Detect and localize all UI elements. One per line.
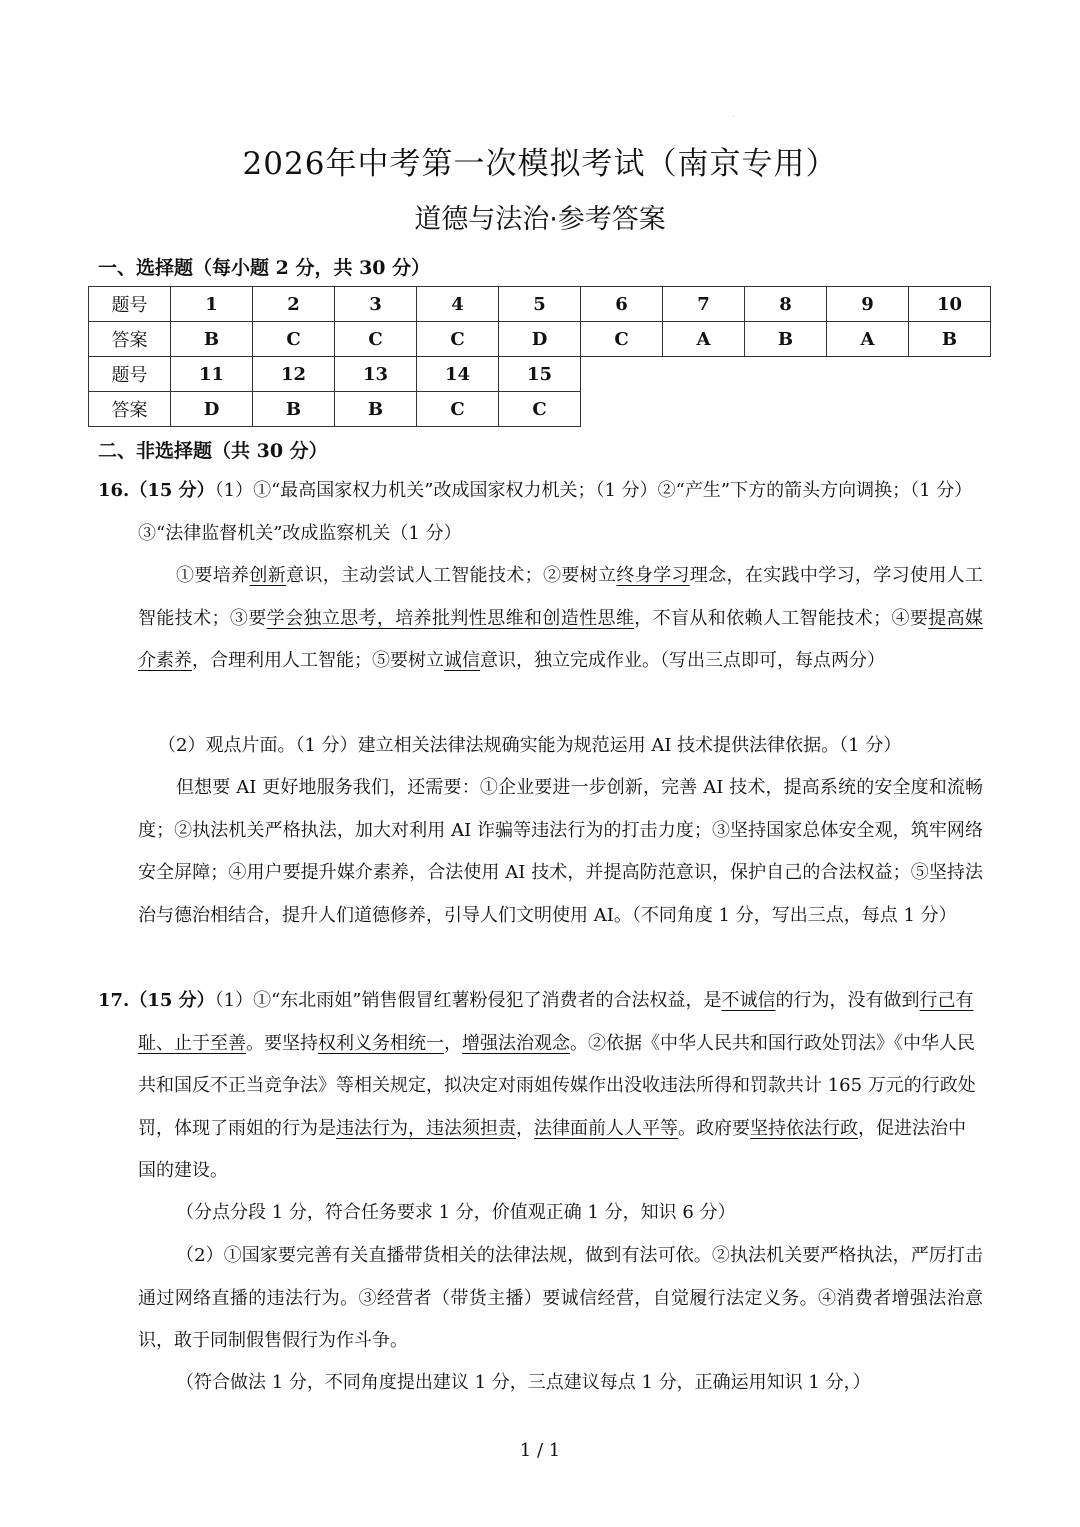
question-no-cell: 6 xyxy=(581,287,663,322)
text-run: （1）①“东北雨姐”销售假冒红薯粉侵犯了消费者的合法权益，是 xyxy=(214,990,722,1011)
answer-cell: B xyxy=(171,322,253,357)
table-row xyxy=(89,392,991,427)
page-title: 2026年中考第一次模拟考试（南京专用） xyxy=(242,146,838,182)
text-run: 意识，主动尝试人工智能技术；②要树立 xyxy=(286,565,617,586)
question-no-cell: 8 xyxy=(745,287,827,322)
section-1-heading: 一、选择题（每小题 2 分，共 30 分） xyxy=(98,257,431,279)
page-number: 1 / 1 xyxy=(519,1440,561,1461)
text-run: 。要坚持 xyxy=(246,1032,318,1054)
key-point: 不诚信 xyxy=(721,990,776,1011)
row-label-answer: 答案 xyxy=(89,392,171,427)
question-no-cell: 2 xyxy=(253,287,335,322)
key-point: 终身学习 xyxy=(616,565,690,586)
question-no-cell: 11 xyxy=(171,357,253,392)
answer-table xyxy=(88,286,991,427)
empty-cell xyxy=(581,392,991,427)
question-no-cell: 1 xyxy=(171,287,253,322)
question-17-part1 xyxy=(98,980,983,1193)
answer-cell: B xyxy=(253,392,335,427)
text-run: ①要培养 xyxy=(176,565,250,586)
text-run: ，促进法治中国的建设。 xyxy=(138,1117,966,1181)
question-17-part2: （2）①国家要完善有关直播带货相关的法律法规，做到有法可依。②执法机关要严格执法，严厉打击通过网络直播的违法行为。③经营者（带货主播）要诚信经营，自觉履行法定义务。④消费者增强法治意识，敢于同制假售假行为作斗争。 xyxy=(138,1245,983,1351)
empty-cell xyxy=(581,357,991,392)
key-point: 创新 xyxy=(249,565,287,586)
answer-cell: C xyxy=(253,322,335,357)
key-point: 行己有耻、止于至善 xyxy=(138,990,974,1054)
question-17-scoring-2: （符合做法 1 分，不同角度提出建议 1 分，三点建议每点 1 分，正确运用知识 1 分，） xyxy=(176,1372,871,1393)
question-text: （1）①“最高国家权力机关”改成国家权力机关；（1 分）②“产生”下方的箭头方向调换；（1 分）③“法律监督机关”改成监察机关（1 分） xyxy=(138,480,973,544)
text-run: 。②依据《中华人民共和国行政处罚法》《中华人民共和国反不正当竞争法》等相关规定，拟决定对雨姐传媒作出没收违法所得和罚款共计 165 万元的行政处罚，体现了雨姐的行为是 xyxy=(138,1032,976,1139)
text-run: 。政府要 xyxy=(678,1117,750,1139)
question-number: 17.（15 分） xyxy=(98,990,215,1011)
question-number: 16.（15 分） xyxy=(98,480,215,501)
question-no-cell: 14 xyxy=(417,357,499,392)
answer-cell: B xyxy=(909,322,991,357)
text-run: 理念，在实践中学习，学习使用人工智能技术；③要 xyxy=(138,565,984,629)
text-run: 意识，独立完成作业。（写出三点即可，每点两分） xyxy=(480,650,885,671)
question-no-cell: 10 xyxy=(909,287,991,322)
question-no-cell: 5 xyxy=(499,287,581,322)
row-label-question-no: 题号 xyxy=(89,357,171,392)
question-16-answer-2: 但想要 AI 更好地服务我们，还需要：①企业要进一步创新，完善 AI 技术，提高系统的安全度和流畅度；②执法机关严格执法，加大对利用 AI 诈骗等违法行为的打击力度；③坚持国家总体安全观，筑牢网络安全屏障；④用户要提升媒介素养，合法使用 AI 技术，并提高防范意识，保护自己的合法权益；⑤坚持法治与德治相结合，提升人们道德修养，引导人们文明使用 AI。（不同角度 1 分，写出三点，每点 1 分） xyxy=(138,777,983,926)
question-16-part2: （2）观点片面。（1 分）建立相关法律法规确实能为规范运用 AI 技术提供法律依据。（1 分） xyxy=(158,735,902,756)
answer-cell: C xyxy=(335,322,417,357)
key-point: 学会独立思考，培养批判性思维和创造性思维 xyxy=(266,607,635,629)
section-2-heading: 二、非选择题（共 30 分） xyxy=(98,440,328,462)
answer-cell: A xyxy=(663,322,745,357)
text-run: ， xyxy=(444,1032,462,1054)
answer-cell: B xyxy=(335,392,417,427)
key-point: 违法行为，违法须担责 xyxy=(336,1117,516,1139)
table-row xyxy=(89,357,991,392)
text-run: ，合理利用人工智能；⑤要树立 xyxy=(192,650,444,671)
key-point: 坚持依法行政 xyxy=(750,1117,858,1139)
answer-cell: C xyxy=(417,392,499,427)
key-point: 提高媒介素养 xyxy=(138,607,984,671)
question-no-cell: 9 xyxy=(827,287,909,322)
row-label-question-no: 题号 xyxy=(89,287,171,322)
answer-cell: C xyxy=(581,322,663,357)
text-run: ， xyxy=(516,1117,534,1139)
key-point: 增强法治观念 xyxy=(462,1032,570,1054)
key-point: 诚信 xyxy=(444,650,480,671)
answer-cell: D xyxy=(499,322,581,357)
key-point: 权利义务相统一 xyxy=(318,1032,444,1054)
page-subtitle: 道德与法治·参考答案 xyxy=(414,204,666,235)
answer-cell: C xyxy=(499,392,581,427)
text-run: 的行为，没有做到 xyxy=(775,990,920,1011)
question-17-scoring-1: （分点分段 1 分，符合任务要求 1 分，价值观正确 1 分，知识 6 分） xyxy=(176,1202,736,1223)
question-no-cell: 3 xyxy=(335,287,417,322)
question-16-answer-1 xyxy=(138,555,983,683)
answer-cell: A xyxy=(827,322,909,357)
question-16-part1 xyxy=(98,470,983,555)
question-no-cell: 4 xyxy=(417,287,499,322)
question-no-cell: 13 xyxy=(335,357,417,392)
key-point: 法律面前人人平等 xyxy=(534,1117,678,1139)
scan-mark: · xyxy=(733,114,735,121)
row-label-answer: 答案 xyxy=(89,322,171,357)
answer-cell: D xyxy=(171,392,253,427)
question-no-cell: 12 xyxy=(253,357,335,392)
question-no-cell: 15 xyxy=(499,357,581,392)
answer-cell: B xyxy=(745,322,827,357)
answer-cell: C xyxy=(417,322,499,357)
text-run: ，不盲从和依赖人工智能技术；④要 xyxy=(634,607,929,629)
table-row xyxy=(89,287,991,322)
question-no-cell: 7 xyxy=(663,287,745,322)
table-row xyxy=(89,322,991,357)
